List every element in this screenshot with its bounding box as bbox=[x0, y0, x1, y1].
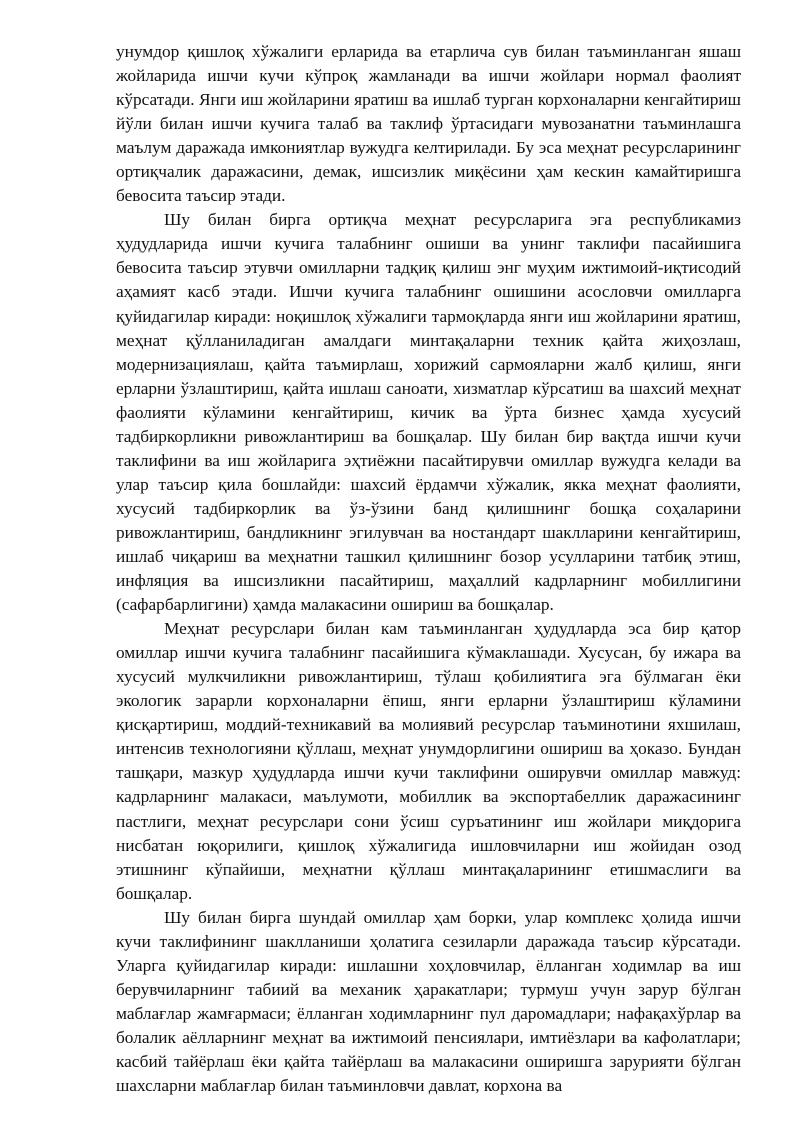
paragraph-4: Шу билан бирга шундай омиллар ҳам борки, улар комплекс ҳолида ишчи кучи таклифининг шаклланиши ҳолатига сезиларли даражада таъсир кўрсатади. Уларга қуйидагилар киради: ишлашни хоҳловчилар, ёлланган ходимлар ва иш берувчиларнинг табиий ва механик ҳаракатлари; турмуш учун зарур бўлган маблағлар жамғармаси; ёлланган ходимларнинг пул даромадлари; нафақахўрлар ва болалик аёлларнинг меҳнат ва ижтимоий пенсиялари, имтиёзлари ва кафолатлари; касбий тайёрлаш ёки қайта тайёрлаш ва малакасини оширишга зарурияти бўлган шахсларни маблағлар билан таъминловчи давлат, корхона ва bbox=[116, 907, 741, 1096]
paragraph-3: Меҳнат ресурслари билан кам таъминланган ҳудудларда эса бир қатор омиллар ишчи кучига талабнинг пасайишига кўмаклашади. Хусусан, бу ижара ва хусусий мулкчиликни ривожлантириш, тўлаш қобилиятига эга бўлмаган ёки экологик зарарли корхоналарни ёпиш, янги ерларни ўзлаштириш кўламини қисқартириш, моддий-техникавий ва молиявий ресурслар таъминотини яхшилаш, интенсив технологияни қўллаш, меҳнат унумдорлигини ошириш ва ҳоказо. Бундан ташқари, мазкур ҳудудларда ишчи кучи таклифини оширувчи омиллар мавжуд: кадрларнинг малакаси, маълумоти, мобиллик ва экспортабеллик даражасининг пастлиги, меҳнат ресурслари сони ўсиш суръатининг иш жойлари миқдорига нисбатан юқорилиги, қишлоқ хўжалигида ишловчиларни иш жойидан озод этишнинг кўпайиши, меҳнатни қўллаш минтақаларининг етишмаслиги ва бошқалар. bbox=[116, 619, 741, 903]
paragraph-2: Шу билан бирга ортиқча меҳнат ресурсларига эга республикамиз ҳудудларида ишчи кучига талабнинг ошиши ва унинг таклифи пасайишига бевосита таъсир этувчи омилларни тадқиқ қилиш энг муҳим ижтимоий-иқтисодий аҳамият касб этади. Ишчи кучига талабнинг ошишини асословчи омилларга қуйидагилар киради: ноқишлоқ хўжалиги тармоқларда янги иш жойларини яратиш, меҳнат қўлланиладиган амалдаги минтақаларни техник қайта жиҳозлаш, модернизациялаш, қайта таъмирлаш, хорижий сармояларни жалб қилиш, янги ерларни ўзлаштириш, қайта ишлаш саноати, хизматлар кўрсатиш ва шахсий меҳнат фаолияти кўламини кенгайтириш, кичик ва ўрта бизнес ҳамда хусусий тадбиркорликни ривожлантириш ва бошқалар. Шу билан бир вақтда ишчи кучи таклифини ва иш жойларига эҳтиёжни пасайтирувчи омиллар вужудга келади ва улар таъсир қила бошлайди: шахсий ёрдамчи хўжалик, якка меҳнат фаолияти, хусусий тадбиркорлик ва ўз-ўзини банд қилишнинг бошқа соҳаларини ривожлантириш, бандликнинг эгилувчан ва ностандарт шаклларини кенгайтириш, ишлаб чиқариш ва меҳнатни ташкил қилишнинг бозор усулларини татбиқ этиш, инфляция ва ишсизликни пасайтириш, маҳаллий кадрларнинг мобиллигини (сафарбарлигини) ҳамда малакасини ошириш ва бошқалар. bbox=[116, 210, 741, 615]
paragraph-1: унумдор қишлоқ хўжалиги ерларида ва етарлича сув билан таъминланган яшаш жойларида ишчи кучи кўпроқ жамланади ва ишчи жойлари нормал фаолият кўрсатади. Янги иш жойларини яратиш ва ишлаб турган корхоналарни кенгайтириш йўли билан ишчи кучига талаб ва таклиф ўртасидаги мувозанатни таъминлашга маълум даражада имкониятлар вужудга келтирилади. Бу эса меҳнат ресурсларининг ортиқчалик даражасини, демак, ишсизлик миқёсини ҳам кескин камайтиришга бевосита таъсир этади. bbox=[116, 42, 741, 206]
document-page bbox=[116, 40, 741, 1098]
